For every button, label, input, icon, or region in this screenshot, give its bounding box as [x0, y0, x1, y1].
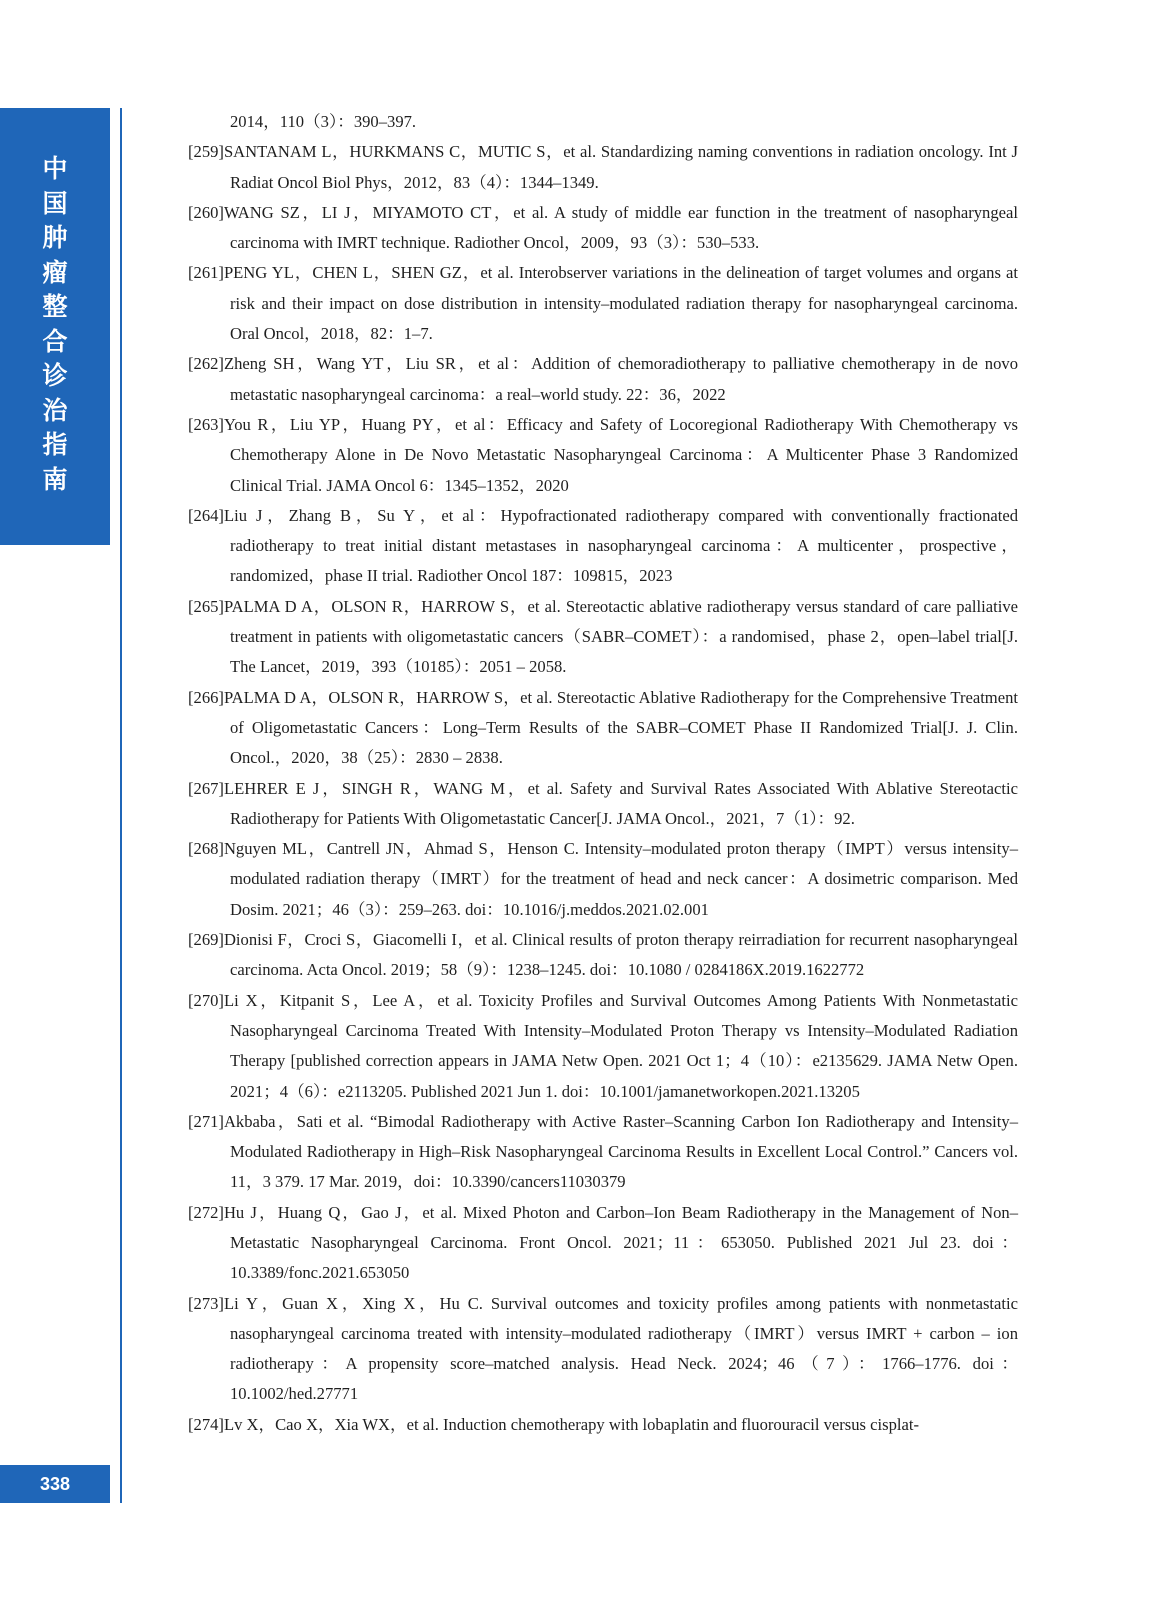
- reference-item: [269]Dionisi F，Croci S，Giacomelli I，et al. Clinical results of proton therapy reirradiation for recurrent nasopharyngeal carcinoma. Acta Oncol. 2019；58（9）：1238–1245. doi：10.1080 / 0284186X.2019.1622772: [188, 930, 1018, 980]
- reference-continuation: 2014，110（3）：390–397.: [230, 112, 417, 131]
- reference-item: [260]WANG SZ，LI J，MIYAMOTO CT，et al. A study of middle ear function in the treatment of nasopharyngeal carcinoma with IMRT technique. Radiother Oncol，2009，93（3）：530–533.: [188, 202, 1018, 253]
- reference-item: [271]Akbaba，Sati et al. “Bimodal Radiotherapy with Active Raster–Scanning Carbon Ion Radiotherapy and Intensity–Modulated Radiotherapy in High–Risk Nasopharyngeal Carcinoma Results in Excellent Local Control.” Cancers vol. 11，3 379. 17 Mar. 2019，doi：10.3390/cancers11030379: [188, 1111, 1018, 1192]
- page-number: 338: [0, 1465, 110, 1503]
- book-title-char: 国: [42, 188, 68, 218]
- reference-item: [264]Liu J，Zhang B，Su Y，et al：Hypofractionated radiotherapy compared with conventionally fractionated radiotherapy to treat initial distant metastases in nasopharyngeal carcinoma：A multicenter，prospective，randomized，phase II trial. Radiother Oncol 187：109815，2023: [188, 505, 1018, 586]
- reference-item: [263]You R，Liu YP，Huang PY，et al：Efficacy and Safety of Locoregional Radiotherapy With Chemotherapy vs Chemotherapy Alone in De Novo Metastatic Nasopharyngeal Carcinoma：A Multicenter Phase 3 Randomized Clinical Trial. JAMA Oncol 6：1345–1352，2020: [188, 414, 1018, 495]
- reference-item: [265]PALMA D A，OLSON R，HARROW S，et al. Stereotactic ablative radiotherapy versus standard of care palliative treatment in patients with oligometastatic cancers（SABR–COMET）：a randomised，phase 2，open–label trial[J. The Lancet，2019，393（10185）：2051 – 2058.: [188, 596, 1018, 677]
- reference-item: [262]Zheng SH，Wang YT，Liu SR，et al：Addition of chemoradiotherapy to palliative chemotherapy in de novo metastatic nasopharyngeal carcinoma：a real–world study. 22：36，2022: [188, 354, 1018, 404]
- book-title-char: 肿: [42, 223, 68, 252]
- reference-item: [273]Li Y，Guan X，Xing X，Hu C. Survival outcomes and toxicity profiles among patients with nonmetastatic nasopharyngeal carcinoma treated with intensity–modulated radiotherapy（IMRT）versus IMRT + carbon – ion radiotherapy：A propensity score–matched analysis. Head Neck. 2024；46（7）：1766–1776. doi：10.1002/hed.27771: [188, 1293, 1018, 1404]
- book-title-tab: [0, 108, 110, 545]
- book-title: [0, 152, 110, 497]
- book-title-char: 指: [42, 430, 68, 459]
- book-title-char: 治: [42, 395, 68, 425]
- reference-item: [267]LEHRER E J，SINGH R，WANG M，et al. Safety and Survival Rates Associated With Ablative Stereotactic Radiotherapy for Patients With Oligometastatic Cancer[J. JAMA Oncol.，2021，7（1）：92.: [188, 778, 1018, 828]
- reference-item: [270]Li X，Kitpanit S，Lee A，et al. Toxicity Profiles and Survival Outcomes Among Patients With Nonmetastatic Nasopharyngeal Carcinoma Treated With Intensity–Modulated Proton Therapy vs Intensity–Modulated Radiation Therapy [published correction appears in JAMA Netw Open. 2021 Oct 1；4（10）：e2135629. JAMA Netw Open. 2021；4（6）：e2113205. Published 2021 Jun 1. doi：10.1001/jamanetworkopen.2021.13205: [188, 990, 1018, 1101]
- book-title-char: 中: [42, 154, 68, 183]
- book-title-char: 南: [42, 464, 68, 494]
- reference-item: [266]PALMA D A，OLSON R，HARROW S，et al. Stereotactic Ablative Radiotherapy for the Comprehensive Treatment of Oligometastatic Cancers：Long–Term Results of the SABR–COMET Phase II Randomized Trial[J. J. Clin. Oncol.，2020，38（25）：2830 – 2838.: [188, 687, 1018, 768]
- reference-item: [261]PENG YL，CHEN L，SHEN GZ，et al. Interobserver variations in the delineation of target volumes and organs at risk and their impact on dose distribution in intensity–modulated radiation therapy for nasopharyngeal carcinoma. Oral Oncol，2018，82：1–7.: [188, 263, 1018, 344]
- book-title-char: 瘤: [42, 257, 68, 287]
- book-title-char: 诊: [42, 361, 68, 390]
- margin-divider: [120, 108, 122, 1503]
- reference-item: [259]SANTANAM L，HURKMANS C，MUTIC S，et al. Standardizing naming conventions in radiation oncology. Int J Radiat Oncol Biol Phys，2012，83（4）：1344–1349.: [188, 142, 1018, 192]
- book-title-char: 整: [42, 292, 68, 321]
- reference-item: [272]Hu J，Huang Q，Gao J，et al. Mixed Photon and Carbon–Ion Beam Radiotherapy in the Management of Non–Metastatic Nasopharyngeal Carcinoma. Front Oncol. 2021；11：653050. Published 2021 Jul 23. doi：10.3389/fonc.2021.653050: [188, 1202, 1018, 1283]
- reference-item: [268]Nguyen ML，Cantrell JN，Ahmad S，Henson C. Intensity–modulated proton therapy（IMPT）versus intensity–modulated radiation therapy（IMRT）for the treatment of head and neck cancer：A dosimetric comparison. Med Dosim. 2021；46（3）：259–263. doi：10.1016/j.meddos.2021.02.001: [188, 839, 1018, 919]
- reference-item: [274]Lv X，Cao X，Xia WX，et al. Induction chemotherapy with lobaplatin and fluorouracil versus cisplat-: [188, 1414, 920, 1434]
- book-title-char: 合: [42, 326, 68, 356]
- reference-list: [188, 107, 1018, 1440]
